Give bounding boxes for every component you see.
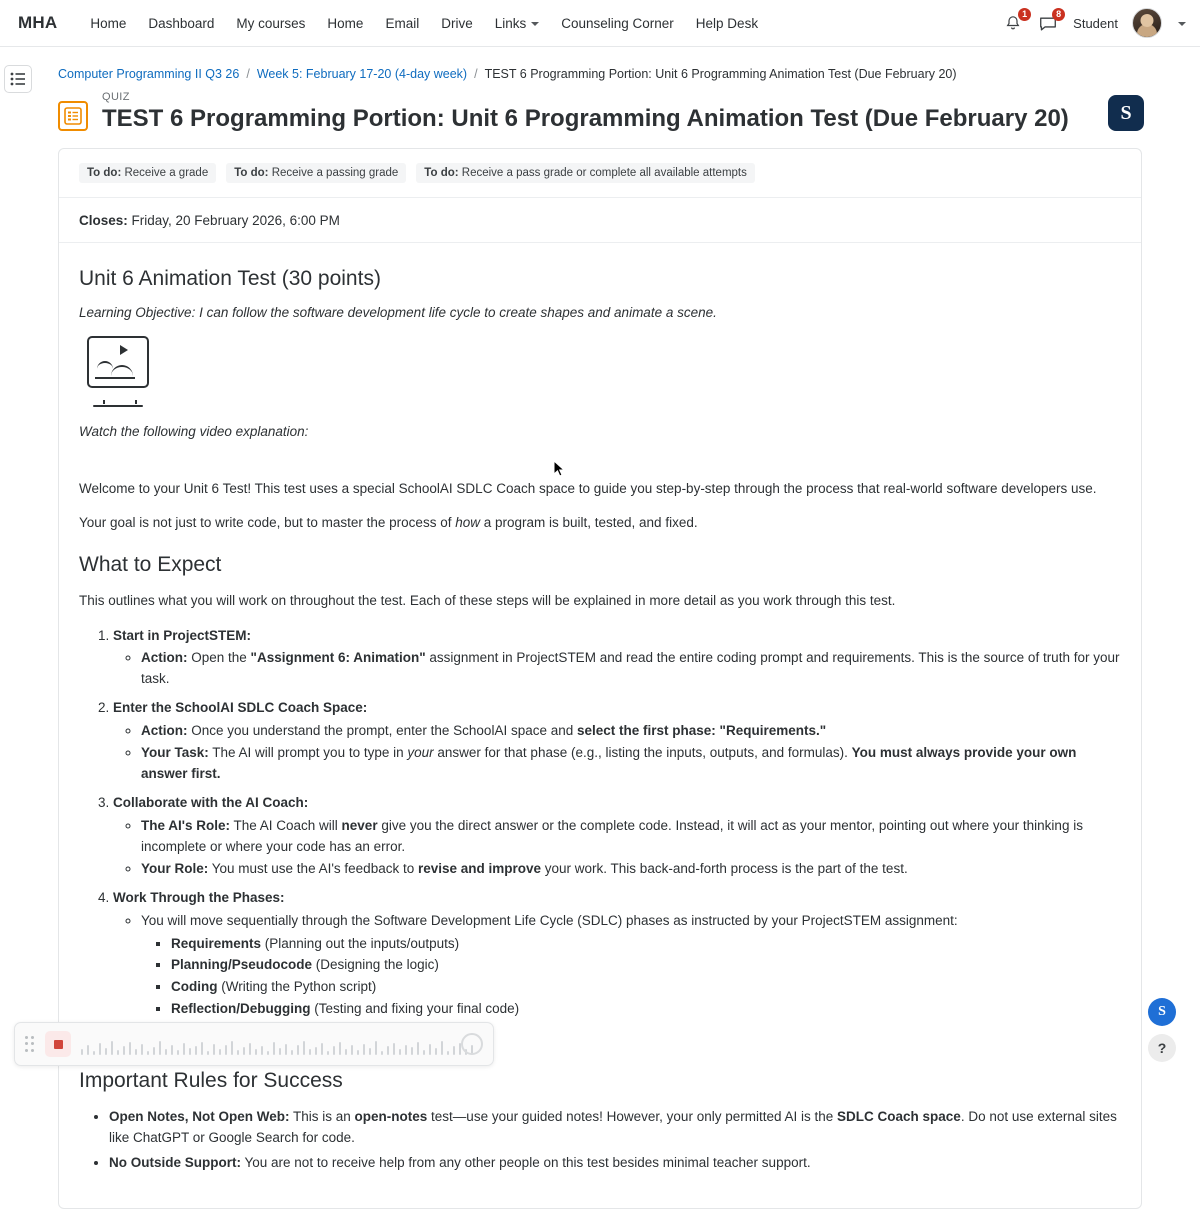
breadcrumb-course-link[interactable]: Computer Programming II Q3 26 xyxy=(58,67,240,81)
audio-waveform xyxy=(81,1033,451,1055)
step-title: Collaborate with the AI Coach: xyxy=(113,795,309,810)
breadcrumb-section-link[interactable]: Week 5: February 17-20 (4-day week) xyxy=(256,67,468,81)
list-item xyxy=(141,721,1121,742)
nav-label: Help Desk xyxy=(695,15,759,31)
messages-button[interactable] xyxy=(1039,9,1062,34)
nav-label: Drive xyxy=(441,15,473,31)
breadcrumb-separator: / xyxy=(246,67,250,81)
list-item xyxy=(109,1107,1121,1149)
nav-label: Home xyxy=(90,15,127,31)
closes-value: Friday, 20 February 2026, 6:00 PM xyxy=(127,212,340,228)
learning-objective: Learning Objective: I can follow the software development life cycle to create shapes and animate a scene. xyxy=(79,304,717,320)
sub-label: Your Task: xyxy=(141,745,209,761)
sub-label: The AI's Role: xyxy=(141,817,230,833)
phase-desc: (Designing the logic) xyxy=(312,957,439,973)
list-item xyxy=(171,955,1121,976)
list-item xyxy=(171,934,1121,955)
status-badge xyxy=(416,163,755,183)
list-item xyxy=(109,1153,1121,1174)
nav-item-home-2[interactable] xyxy=(316,10,374,37)
sub-bold-b: never xyxy=(341,817,378,833)
schoolai-assist-fab[interactable]: S xyxy=(1148,998,1176,1026)
list-item xyxy=(141,648,1121,690)
status-badge xyxy=(226,163,406,183)
quiz-glyph-icon xyxy=(64,107,82,125)
nav-item-links[interactable] xyxy=(484,10,551,37)
rule-bold-e: SDLC Coach space xyxy=(837,1109,961,1125)
rules-list xyxy=(79,1107,1121,1174)
sub-bold-b: revise and improve xyxy=(417,860,542,876)
list-item xyxy=(113,626,1121,691)
sub-label: Action: xyxy=(141,650,188,666)
activity-header xyxy=(58,91,1142,134)
list-item xyxy=(113,793,1121,880)
messages-badge: 8 xyxy=(1052,8,1065,21)
notifications-button[interactable] xyxy=(1005,9,1028,34)
video-placeholder-icon xyxy=(87,336,149,388)
phase-name: Coding xyxy=(171,979,218,995)
rule-text-b: This is an xyxy=(289,1109,355,1125)
nav-label: My courses xyxy=(236,15,306,31)
phase-desc: (Writing the Python script) xyxy=(217,979,377,995)
notifications-badge: 1 xyxy=(1018,8,1031,21)
menu-list-icon xyxy=(10,72,26,86)
todo-prefix: To do: xyxy=(424,166,459,179)
closes-label: Closes: xyxy=(79,212,128,228)
sub-bold-b: "Assignment 6: Animation" xyxy=(250,650,426,666)
breadcrumb-current: TEST 6 Programming Portion: Unit 6 Programming Animation Test (Due February 20) xyxy=(484,67,957,81)
list-item xyxy=(113,698,1121,785)
rule-text-d: test—use your guided notes! However, your only permitted AI is the xyxy=(427,1109,838,1125)
step-sub-list xyxy=(113,816,1121,880)
nav-item-home[interactable] xyxy=(79,10,137,37)
sub-text-a: Open the xyxy=(187,650,251,666)
list-item xyxy=(141,859,1121,880)
nav-item-my-courses[interactable] xyxy=(225,10,316,37)
step-title: Start in ProjectSTEM: xyxy=(113,627,252,643)
breadcrumb xyxy=(58,67,1142,81)
nav-label: Home xyxy=(327,15,364,31)
step-title: Enter the SchoolAI SDLC Coach Space: xyxy=(113,700,368,716)
list-item xyxy=(141,816,1121,858)
sub-text-c: answer for that phase (e.g., listing the inputs, outputs, and formulas). xyxy=(433,745,852,761)
phase-desc: (Planning out the inputs/outputs) xyxy=(261,935,460,951)
sub-bold-d: You must always provide your own answer first. xyxy=(141,745,1077,782)
steps-list xyxy=(79,626,1121,1050)
sub-bold-b: select the first phase: "Requirements." xyxy=(577,723,827,739)
nav-item-counseling-corner[interactable] xyxy=(550,10,685,37)
sub-text-c: your work. This back-and-forth process is the part of the test. xyxy=(541,860,908,876)
phase-name: Planning/Pseudocode xyxy=(171,957,313,973)
chevron-down-icon xyxy=(531,22,539,26)
help-fab[interactable]: ? xyxy=(1148,1034,1176,1062)
status-badge xyxy=(79,163,216,183)
drag-handle-icon[interactable] xyxy=(25,1036,35,1052)
breadcrumb-separator: / xyxy=(474,67,478,81)
sub-text-a: You must use the AI's feedback to xyxy=(208,860,418,876)
rule-title: No Outside Support: xyxy=(109,1154,241,1170)
todo-text: Receive a grade xyxy=(121,166,209,179)
todo-prefix: To do: xyxy=(87,166,122,179)
phase-name: Reflection/Debugging xyxy=(171,1001,311,1017)
top-navbar xyxy=(0,0,1200,47)
section-heading-rules: Important Rules for Success xyxy=(79,1069,343,1093)
intro-paragraph-1: Welcome to your Unit 6 Test! This test uses a special SchoolAI SDLC Coach space to guide you step-by-step through the process that real-world software developers use. xyxy=(79,480,1097,496)
nav-item-drive[interactable] xyxy=(430,10,484,37)
todo-prefix: To do: xyxy=(234,166,269,179)
intro-2-a: Your goal is not just to write code, but to master the process of xyxy=(79,515,456,531)
phase-name: Requirements xyxy=(171,935,262,951)
activity-title-block xyxy=(102,91,1069,134)
intro-2-em: how xyxy=(455,515,480,531)
closes-row xyxy=(59,198,1141,243)
stop-recording-button[interactable] xyxy=(45,1031,71,1057)
schoolai-launcher-icon[interactable]: S xyxy=(1108,95,1144,131)
nav-item-email[interactable] xyxy=(374,10,430,37)
activity-type-label: QUIZ xyxy=(102,91,130,103)
sub-text-c: assignment in ProjectSTEM and read the entire coding prompt and requirements. This is the source of truth for your task. xyxy=(141,650,1120,687)
sub-em-b: your xyxy=(407,745,434,761)
todo-text: Receive a passing grade xyxy=(268,166,399,179)
quiz-icon xyxy=(58,101,88,131)
rule-text-b: You are not to receive help from any other people on this test besides minimal teacher support. xyxy=(241,1154,811,1170)
navbar-right xyxy=(1005,8,1186,38)
sub-label: Your Role: xyxy=(141,860,209,876)
list-item xyxy=(171,999,1121,1020)
site-brand[interactable]: MHA xyxy=(18,13,58,32)
nav-label: Counseling Corner xyxy=(561,15,674,31)
expect-intro: This outlines what you will work on throughout the test. Each of these steps will be explained in more detail as you work through this test. xyxy=(79,593,896,609)
nav-label: Links xyxy=(494,15,527,31)
todo-text: Receive a pass grade or complete all available attempts xyxy=(458,166,747,179)
list-item xyxy=(171,977,1121,998)
step-sub-list xyxy=(113,721,1121,785)
intro-paragraph-2 xyxy=(79,513,1121,533)
section-heading-expect: What to Expect xyxy=(79,553,222,577)
rule-title: Open Notes, Not Open Web: xyxy=(109,1109,290,1125)
rule-text-f: . Do not use external sites like ChatGPT or Google Search for code. xyxy=(109,1109,1117,1146)
phase-desc: (Testing and fixing your final code) xyxy=(310,1001,520,1017)
sub-text-a: The AI will prompt you to type in xyxy=(208,745,408,761)
step-sub-list xyxy=(113,648,1121,690)
monitor-stand-icon xyxy=(87,400,149,412)
nav-item-help-desk[interactable] xyxy=(685,10,769,37)
primary-nav xyxy=(79,10,769,37)
intro-2-b: a program is built, tested, and fixed. xyxy=(479,515,698,531)
recording-toolbar[interactable] xyxy=(14,1022,494,1066)
step-title: Work Through the Phases: xyxy=(113,889,285,905)
list-item xyxy=(141,911,1121,1021)
sub-text-a: The AI Coach will xyxy=(229,817,342,833)
stop-square-icon xyxy=(54,1040,63,1049)
sub-text-c: give you the direct answer or the complete code. Instead, it will act as your mentor, pointing out where your thinking is incomplete or where your code has an error. xyxy=(141,817,1083,854)
avatar[interactable] xyxy=(1132,8,1162,38)
play-icon xyxy=(120,345,128,355)
user-name-label: Student xyxy=(1073,15,1118,31)
recording-timer-indicator xyxy=(461,1033,483,1055)
rule-bold-c: open-notes xyxy=(354,1109,428,1125)
sub-label: Action: xyxy=(141,723,188,739)
page-title: TEST 6 Programming Portion: Unit 6 Programming Animation Test (Due February 20) xyxy=(102,105,1069,132)
sub-text-a: Once you understand the prompt, enter the SchoolAI space and xyxy=(187,723,577,739)
chevron-down-icon[interactable] xyxy=(1178,22,1186,26)
image-hill-icon xyxy=(95,363,135,379)
nav-label: Email xyxy=(385,15,420,31)
nav-item-dashboard[interactable] xyxy=(137,10,225,37)
list-item xyxy=(141,743,1121,785)
section-heading-main: Unit 6 Animation Test (30 points) xyxy=(79,266,381,290)
nav-label: Dashboard xyxy=(148,15,215,31)
completion-requirements xyxy=(59,149,1141,198)
sdlc-phase-list xyxy=(141,934,1121,1021)
watch-video-line: Watch the following video explanation: xyxy=(79,423,309,439)
sub-text-a: You will move sequentially through the Software Development Life Cycle (SDLC) phases as instructed by your ProjectSTEM assignment: xyxy=(141,912,958,928)
course-index-drawer-toggle[interactable] xyxy=(4,65,32,93)
